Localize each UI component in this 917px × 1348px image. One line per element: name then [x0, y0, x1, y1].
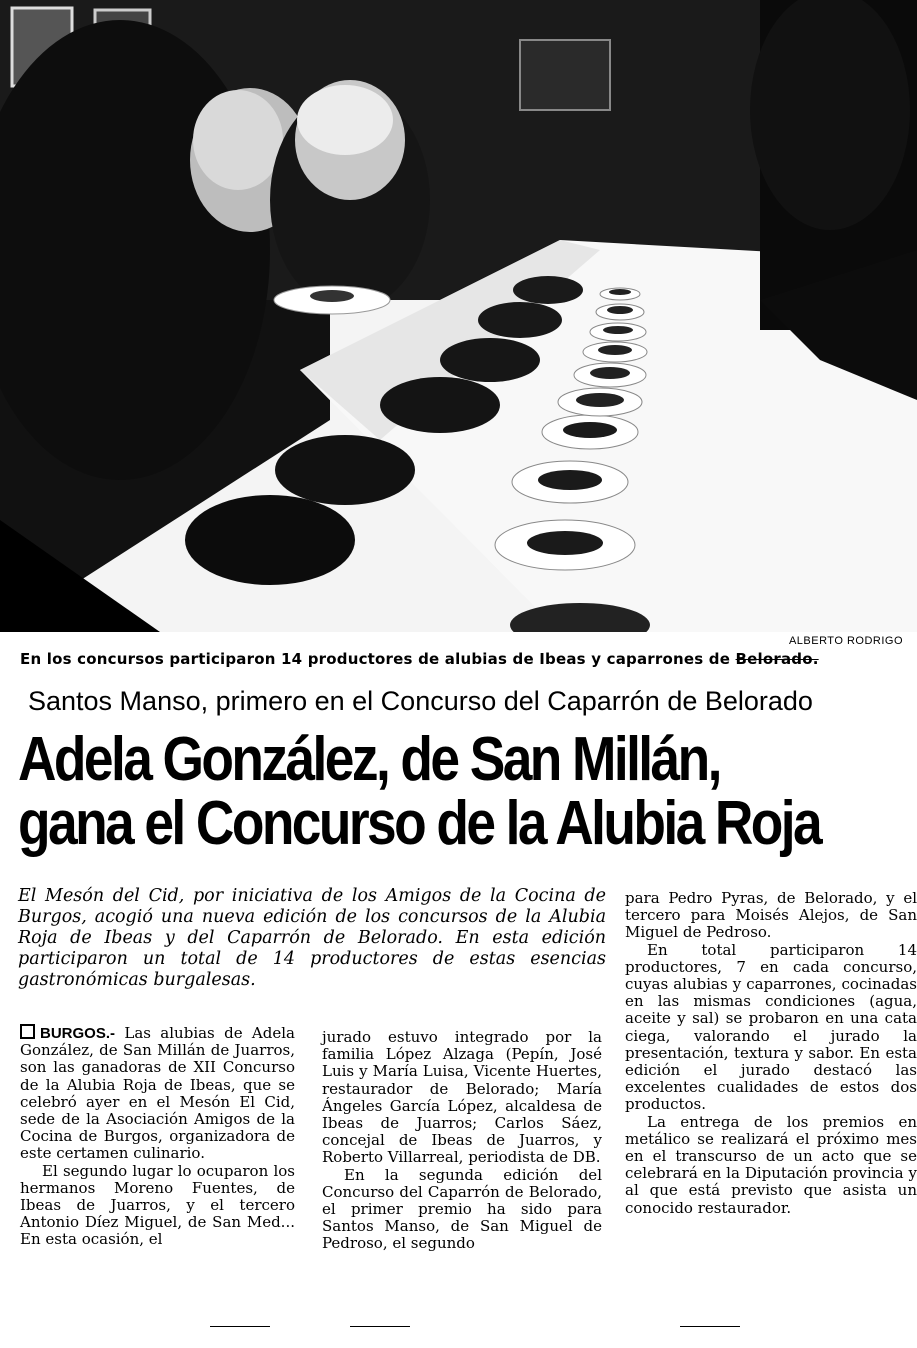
article-column-3	[625, 890, 917, 1217]
column-3-paragraph-1: para Pedro Pyras, de Belorado, y el tercero para Moisés Alejos, de San Miguel de Pedroso.	[625, 889, 917, 942]
photo-image	[0, 0, 917, 632]
bottom-rule-2	[350, 1326, 410, 1327]
column-1-text-1: Las alubias de Adela González, de San Millán de Juarros, son las ganadoras de XII Concurso de la Alubia Roja de Ibeas, que se celebró ayer en el Mesón El Cid, sede de la Asociación Amigos de la Cocina de Burgos, organizadora de este certamen culinario.	[20, 1024, 295, 1163]
news-photo	[0, 0, 917, 632]
dateline: BURGOS.-	[40, 1025, 115, 1042]
column-1-paragraph-2: El segundo lugar lo ocuparon los hermanos Moreno Fuentes, de Ibeas de Juarros, y el tercero Antonio Díez Miguel, de San Med... En esta ocasión, el	[20, 1161, 295, 1249]
column-3-paragraph-3: La entrega de los premios en metálico se realizará el próximo mes en el transcurso de un acto que se celebrará en la Diputación provincia y al que está previsto que asista un conocido restaurador.	[625, 1112, 917, 1217]
column-2-paragraph-1: jurado estuvo integrado por la familia López Alzaga (Pepín, José Luis y María Luisa, Vicente Huertes, restaurador de Belorado; María Ángeles García López, alcaldesa de Ibeas de Juarros; Carlos Sáez, concejal de Ibeas de Juarros, y Roberto Villarreal, periodista de DB.	[322, 1028, 602, 1167]
column-1-paragraph-1	[20, 1024, 295, 1163]
lead-paragraph: El Mesón del Cid, por iniciativa de los Amigos de la Cocina de Burgos, acogió una nueva edición de los concursos de la Alubia Roja de Ibeas y del Caparrón de Belorado. En esta edición participaron un total de 14 productores de estas esencias gastronómicas burgalesas.	[18, 886, 606, 990]
column-3-paragraph-2: En total participaron 14 productores, 7 en cada concurso, cuyas alubias y caparrones, cocinadas en las mismas condiciones (agua, aceite y sal) se probaron en una cata ciega, valorando el jurado la presentación, textura y sabor. En esta edición el jurado destacó las excelentes cualidades de estos dos productos.	[625, 940, 917, 1114]
caption-struck-text: Belorado.	[735, 650, 819, 668]
article-column-2	[322, 1029, 602, 1253]
bottom-rule-3	[680, 1326, 740, 1327]
photo-caption	[20, 650, 913, 668]
photo-credit: ALBERTO RODRIGO	[788, 635, 903, 647]
caption-text: En los concursos participaron 14 productores de alubias de Ibeas y caparrones de	[20, 650, 731, 668]
bottom-rule-1	[210, 1326, 270, 1327]
column-2-paragraph-2: En la segunda edición del Concurso del Caparrón de Belorado, el primer premio ha sido para Santos Manso, de San Miguel de Pedroso, el segundo	[322, 1165, 602, 1253]
square-bullet-icon	[20, 1024, 35, 1039]
headline-line-2: gana el Concurso de la Alubia Roja	[18, 789, 821, 858]
article-column-1	[20, 1024, 295, 1249]
headline-line-1: Adela González, de San Millán,	[18, 725, 720, 794]
subheadline: Santos Manso, primero en el Concurso del Caparrón de Belorado	[28, 686, 813, 716]
headline	[18, 725, 821, 858]
